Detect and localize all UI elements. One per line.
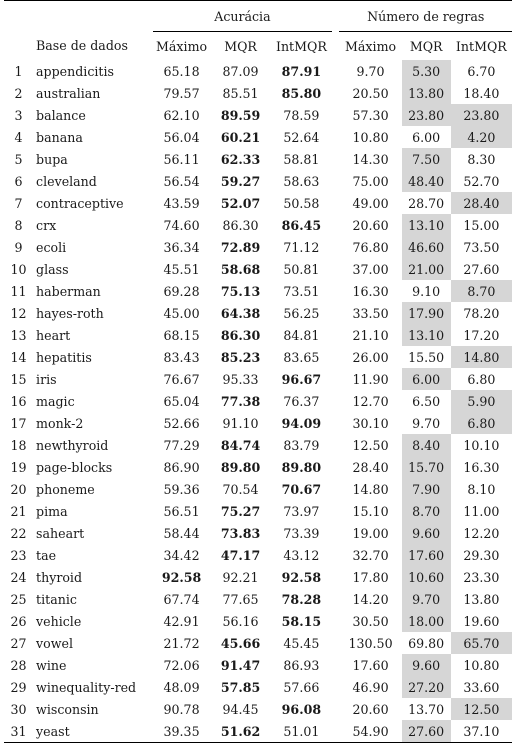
row-index: 15 [10,371,27,387]
rules-mqr-cell: 69.80 [408,635,445,651]
rules-max-cell: 20.60 [352,701,389,717]
acc-intmqr-cell: 87.91 [281,63,322,79]
rules-max-cell: 75.00 [352,173,389,189]
row-index: 25 [10,591,27,607]
acc-max-cell: 65.04 [163,393,200,409]
table-row [4,676,512,698]
row-index: 5 [14,151,23,167]
dataset-name: monk-2 [36,415,84,431]
dataset-name: winequality-red [36,679,137,695]
rules-intmqr-cell: 13.80 [463,591,500,607]
acc-max-cell: 83.43 [163,349,200,365]
acc-max-cell: 56.54 [163,173,200,189]
acc-intmqr-cell: 96.08 [281,701,322,717]
rules-mqr-cell: 28.70 [408,195,445,211]
acc-mqr-cell: 75.27 [220,503,261,519]
acc-mqr-cell: 91.47 [220,657,261,673]
rules-intmqr-cell: 12.50 [451,698,512,720]
acc-intmqr-cell: 89.80 [281,459,322,475]
acc-mqr-cell: 84.74 [220,437,261,453]
rules-mqr-cell: 9.10 [412,283,441,299]
dataset-name: vehicle [36,613,82,629]
acc-mqr-cell: 86.30 [220,327,261,343]
acc-mqr-cell: 77.38 [220,393,261,409]
rules-intmqr-cell: 10.10 [463,437,500,453]
rules-mqr-cell: 13.80 [402,82,451,104]
acc-mqr-header: MQR [224,38,257,54]
acc-max-cell: 67.74 [163,591,200,607]
rules-intmqr-cell: 23.80 [451,104,512,126]
table-row [4,434,512,456]
acc-intmqr-cell: 78.28 [281,591,322,607]
dataset-name: yeast [33,720,153,743]
group-header-row [4,1,512,32]
rules-intmqr-cell: 4.20 [451,126,512,148]
rules-mqr-cell: 6.00 [412,129,441,145]
table-row [4,610,512,632]
acc-mqr-cell: 73.83 [220,525,261,541]
rules-intmqr-cell: 18.40 [463,85,500,101]
rules-max-cell: 76.80 [352,239,389,255]
rules-mqr-cell: 9.60 [402,654,451,676]
row-index: 3 [14,107,23,123]
acc-max-cell: 79.57 [163,85,200,101]
row-index: 16 [10,393,27,409]
rules-intmqr-cell: 28.40 [451,192,512,214]
table-row [4,170,512,192]
rules-mqr-cell: 9.60 [402,522,451,544]
acc-max-cell: 52.66 [163,415,200,431]
acc-max-cell: 65.18 [163,63,200,79]
acc-intmqr-cell: 86.45 [281,217,322,233]
acc-max-cell: 45.51 [163,261,200,277]
dataset-name: iris [36,371,57,387]
acc-max-cell: 43.59 [163,195,200,211]
rules-max-cell: 10.80 [352,129,389,145]
acc-max-cell: 45.00 [163,305,200,321]
acc-max-cell: 56.11 [163,151,200,167]
row-index: 8 [14,217,23,233]
rules-max-cell: 33.50 [352,305,389,321]
dataset-name: vowel [36,635,74,651]
acc-intmqr-header: IntMQR [275,38,327,54]
row-index: 19 [10,459,27,475]
rules-max-cell: 49.00 [352,195,389,211]
acc-max-cell: 58.44 [163,525,200,541]
acc-intmqr-cell: 58.63 [283,173,320,189]
rules-mqr-cell: 27.20 [402,676,451,698]
rules-mqr-cell: 13.10 [402,324,451,346]
acc-intmqr-cell: 73.97 [283,503,320,519]
rules-mqr-cell: 10.60 [402,566,451,588]
rules-intmqr-cell: 5.90 [451,390,512,412]
row-index: 9 [14,239,23,255]
row-index: 21 [10,503,27,519]
dataset-name: hayes-roth [36,305,104,321]
acc-max-cell: 62.10 [163,107,200,123]
acc-max-cell: 68.15 [163,327,200,343]
row-index: 13 [10,327,27,343]
rules-mqr-cell: 9.70 [412,415,441,431]
rules-mqr-cell: 15.50 [408,349,445,365]
column-header-row [4,32,512,61]
acc-mqr-cell: 59.27 [220,173,261,189]
rules-max-cell: 20.60 [352,217,389,233]
table-row [4,698,512,720]
acc-mqr-cell: 94.45 [222,701,259,717]
rules-intmqr-cell: 8.70 [451,280,512,302]
acc-intmqr-cell: 73.51 [283,283,320,299]
dataset-name: thyroid [36,569,83,585]
acc-mqr-cell: 52.07 [220,195,261,211]
dataset-name: phoneme [36,481,95,497]
rules-mqr-cell: 13.70 [408,701,445,717]
rules-max-cell: 57.30 [352,107,389,123]
rules-max-cell: 130.50 [348,635,393,651]
rules-mqr-cell: 17.90 [402,302,451,324]
acc-intmqr-cell: 57.66 [283,679,320,695]
rules-max-cell: 16.30 [352,283,389,299]
rules-intmqr-cell: 15.00 [463,217,500,233]
acc-intmqr-cell: 43.12 [283,547,320,563]
rules-max-cell: 19.00 [352,525,389,541]
acc-max-cell: 56.04 [163,129,200,145]
table-row [4,126,512,148]
table-row [4,720,512,743]
acc-mqr-cell: 45.66 [220,635,261,651]
rules-intmqr-cell: 8.10 [467,481,496,497]
acc-intmqr-cell: 92.58 [281,569,322,585]
acc-intmqr-cell: 85.80 [281,85,322,101]
rules-intmqr-cell: 29.30 [463,547,500,563]
rules-max-cell: 20.50 [352,85,389,101]
rules-mqr-header: MQR [409,38,443,54]
table-row [4,214,512,236]
acc-intmqr-cell: 83.65 [283,349,320,365]
row-index: 28 [10,657,27,673]
dataset-name: saheart [36,525,85,541]
dataset-name: pima [36,503,68,519]
rules-mqr-cell: 27.60 [402,720,451,743]
acc-intmqr-cell: 83.79 [283,437,320,453]
rules-intmqr-cell: 78.20 [463,305,500,321]
acc-intmqr-cell: 52.64 [283,129,320,145]
acc-mqr-cell: 51.62 [210,720,270,743]
rules-max-cell: 14.20 [352,591,389,607]
acc-mqr-cell: 95.33 [222,371,259,387]
rules-mqr-cell: 17.60 [402,544,451,566]
dataset-name: australian [36,85,101,101]
rules-max-cell: 12.70 [352,393,389,409]
acc-max-cell: 77.29 [163,437,200,453]
table-row [4,566,512,588]
results-table [4,0,512,743]
rules-intmqr-cell: 10.80 [463,657,500,673]
rules-intmqr-cell: 12.20 [463,525,500,541]
acc-intmqr-cell: 45.45 [283,635,320,651]
table-row [4,588,512,610]
table-row [4,346,512,368]
acc-max-cell: 59.36 [163,481,200,497]
rules-intmqr-cell: 33.60 [463,679,500,695]
rules-mqr-cell: 8.70 [402,500,451,522]
acc-max-cell: 48.09 [163,679,200,695]
acc-mqr-cell: 75.13 [220,283,261,299]
acc-max-cell: 69.28 [163,283,200,299]
rules-intmqr-cell: 6.80 [451,412,512,434]
rules-max-cell: 9.70 [356,63,385,79]
rules-intmqr-cell: 11.00 [463,503,500,519]
row-index: 2 [14,85,23,101]
rules-max-cell: 28.40 [352,459,389,475]
table-row [4,60,512,82]
rules-intmqr-cell: 17.20 [463,327,500,343]
dataset-name: haberman [36,283,101,299]
rules-intmqr-cell: 37.10 [451,720,512,743]
acc-intmqr-cell: 50.81 [283,261,320,277]
row-index: 29 [10,679,27,695]
acc-max-cell: 56.51 [163,503,200,519]
rules-max-cell: 26.00 [352,349,389,365]
table-row [4,302,512,324]
row-index: 10 [10,261,27,277]
rules-mqr-cell: 7.90 [402,478,451,500]
rules-mqr-cell: 6.00 [402,368,451,390]
acc-intmqr-cell: 84.81 [283,327,320,343]
row-index: 14 [10,349,27,365]
acc-max-cell: 21.72 [163,635,200,651]
row-index: 23 [10,547,27,563]
rules-intmqr-cell: 8.30 [467,151,496,167]
rules-max-header: Máximo [345,38,397,54]
table-row [4,192,512,214]
dataset-name: ecoli [36,239,67,255]
acc-intmqr-cell: 96.67 [281,371,322,387]
acc-mqr-cell: 60.21 [220,129,261,145]
rules-max-cell: 17.60 [352,657,389,673]
rules-intmqr-cell: 27.60 [463,261,500,277]
row-index: 1 [14,63,23,79]
row-index: 26 [10,613,27,629]
rules-intmqr-header: IntMQR [455,38,507,54]
rules-mqr-cell: 15.70 [402,456,451,478]
acc-mqr-cell: 72.89 [220,239,261,255]
row-index: 6 [14,173,23,189]
acc-intmqr-cell: 58.81 [283,151,320,167]
acc-mqr-cell: 85.51 [222,85,259,101]
acc-max-cell: 76.67 [163,371,200,387]
rules-intmqr-cell: 19.60 [463,613,500,629]
dataset-name: balance [36,107,86,123]
acc-max-cell: 90.78 [163,701,200,717]
dataset-name: contraceptive [36,195,124,211]
dataset-name: bupa [36,151,68,167]
acc-max-cell: 74.60 [163,217,200,233]
rules-mqr-cell: 13.10 [402,214,451,236]
rules-max-cell: 15.10 [352,503,389,519]
table-row [4,412,512,434]
acc-mqr-cell: 92.21 [222,569,259,585]
row-index: 30 [10,701,27,717]
dataset-column-header: Base de dados [36,38,128,54]
row-index: 27 [10,635,27,651]
rules-max-cell: 14.80 [352,481,389,497]
acc-max-cell: 34.42 [163,547,200,563]
acc-mqr-cell: 87.09 [222,63,259,79]
rules-intmqr-cell: 16.30 [463,459,500,475]
dataset-name: page-blocks [36,459,113,475]
acc-max-cell: 92.58 [161,569,202,585]
acc-intmqr-cell: 51.01 [271,720,332,743]
group-accuracy-header: Acurácia [153,1,332,32]
acc-max-cell: 72.06 [163,657,200,673]
row-index: 24 [10,569,27,585]
row-index: 31 [4,720,33,743]
rules-mqr-cell: 6.50 [412,393,441,409]
acc-mqr-cell: 58.68 [220,261,261,277]
acc-mqr-cell: 57.85 [220,679,261,695]
table-row [4,390,512,412]
acc-mqr-cell: 56.16 [222,613,259,629]
rules-max-cell: 30.10 [352,415,389,431]
acc-intmqr-cell: 56.25 [283,305,320,321]
rules-mqr-cell: 8.40 [402,434,451,456]
acc-intmqr-cell: 86.93 [283,657,320,673]
acc-intmqr-cell: 78.59 [283,107,320,123]
table-row [4,148,512,170]
acc-max-cell: 86.90 [163,459,200,475]
rules-intmqr-cell: 14.80 [451,346,512,368]
table-row [4,258,512,280]
rules-mqr-cell: 18.00 [402,610,451,632]
table-row [4,456,512,478]
dataset-name: magic [36,393,75,409]
dataset-name: cleveland [36,173,97,189]
row-index: 22 [10,525,27,541]
acc-intmqr-cell: 94.09 [281,415,322,431]
acc-mqr-cell: 89.59 [220,107,261,123]
table-row [4,104,512,126]
acc-mqr-cell: 77.65 [222,591,259,607]
acc-max-cell: 36.34 [163,239,200,255]
rules-max-cell: 46.90 [352,679,389,695]
rules-mqr-cell: 5.30 [402,60,451,82]
rules-mqr-cell: 21.00 [402,258,451,280]
acc-intmqr-cell: 73.39 [283,525,320,541]
table-row [4,280,512,302]
table-row [4,236,512,258]
rules-mqr-cell: 7.50 [402,148,451,170]
acc-intmqr-cell: 76.37 [283,393,320,409]
table-row [4,654,512,676]
table-row [4,324,512,346]
table-row [4,544,512,566]
acc-mqr-cell: 62.33 [220,151,261,167]
acc-max-cell: 42.91 [163,613,200,629]
acc-intmqr-cell: 50.58 [283,195,320,211]
row-index: 7 [14,195,23,211]
table-row [4,632,512,654]
row-index: 4 [14,129,23,145]
dataset-name: hepatitis [36,349,92,365]
rules-max-cell: 32.70 [352,547,389,563]
dataset-name: wisconsin [36,701,99,717]
rules-max-cell: 17.80 [352,569,389,585]
acc-mqr-cell: 70.54 [222,481,259,497]
table-row [4,368,512,390]
acc-intmqr-cell: 71.12 [283,239,320,255]
acc-max-cell: 39.35 [153,720,211,743]
acc-mqr-cell: 64.38 [220,305,261,321]
rules-mqr-cell: 9.70 [402,588,451,610]
dataset-name: newthyroid [36,437,109,453]
dataset-name: tae [36,547,57,563]
table-row [4,478,512,500]
acc-max-header: Máximo [156,38,208,54]
rules-mqr-cell: 48.40 [402,170,451,192]
rules-mqr-cell: 23.80 [402,104,451,126]
row-index: 11 [10,283,27,299]
rules-max-cell: 11.90 [352,371,389,387]
row-index: 17 [10,415,27,431]
rules-intmqr-cell: 6.80 [467,371,496,387]
dataset-name: heart [36,327,71,343]
rules-mqr-cell: 46.60 [402,236,451,258]
acc-mqr-cell: 47.17 [220,547,261,563]
dataset-name: titanic [36,591,77,607]
rules-intmqr-cell: 6.70 [467,63,496,79]
rules-max-cell: 14.30 [352,151,389,167]
dataset-name: glass [36,261,69,277]
table-body [4,60,512,743]
acc-mqr-cell: 89.80 [220,459,261,475]
acc-intmqr-cell: 70.67 [281,481,322,497]
rules-intmqr-cell: 52.70 [463,173,500,189]
table-row [4,522,512,544]
acc-mqr-cell: 85.23 [220,349,261,365]
dataset-name: crx [36,217,57,233]
rules-max-cell: 54.90 [339,720,401,743]
rules-max-cell: 37.00 [352,261,389,277]
row-index: 20 [10,481,27,497]
table-row [4,500,512,522]
rules-intmqr-cell: 23.30 [463,569,500,585]
rules-max-cell: 12.50 [352,437,389,453]
rules-max-cell: 21.10 [352,327,389,343]
table-row [4,82,512,104]
dataset-name: wine [36,657,67,673]
row-index: 12 [10,305,27,321]
dataset-name: appendicitis [36,63,114,79]
rules-intmqr-cell: 65.70 [451,632,512,654]
acc-intmqr-cell: 58.15 [281,613,322,629]
rules-intmqr-cell: 73.50 [463,239,500,255]
rules-max-cell: 30.50 [352,613,389,629]
row-index: 18 [10,437,27,453]
dataset-name: banana [36,129,83,145]
group-rules-header: Número de regras [339,1,512,32]
acc-mqr-cell: 91.10 [222,415,259,431]
acc-mqr-cell: 86.30 [222,217,259,233]
